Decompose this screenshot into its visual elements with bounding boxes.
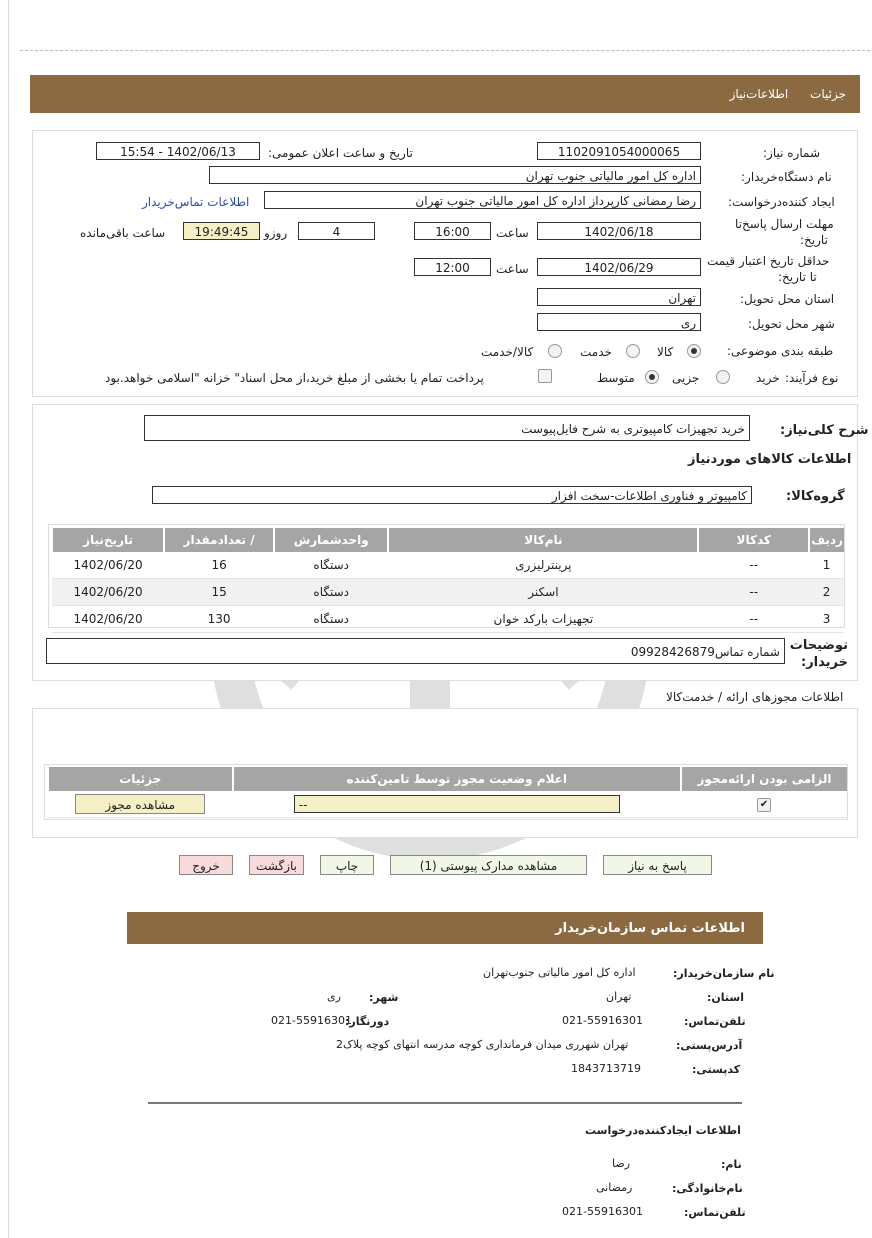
process-minor-label: جزیی [672,371,700,385]
col-name: نام‌کالا [388,528,698,552]
remaining-time-label: ساعت باقی‌مانده [80,226,166,240]
items-table-frame [48,524,845,628]
category-service-label: خدمت [580,345,612,359]
goods-group-field: کامپیوتر و فناوری اطلاعات-سخت افزار [152,486,752,504]
contact-city-value: ری [327,990,341,1003]
exit-button[interactable]: خروج [179,855,233,875]
print-button[interactable]: چاپ [320,855,374,875]
validity-time-label: ساعت [496,262,529,276]
creator-name-value: رضا [612,1157,631,1170]
creator-label: ایجاد کننده‌درخواست: [728,195,835,209]
treasury-payment-note: پرداخت تمام یا بخشی از مبلغ خرید،از محل اسناد" خزانه "اسلامی خواهد.بود [105,371,484,385]
org-label: نام سازمان‌خریدار: [673,967,775,980]
contact-header-bar [127,912,763,944]
summary-label: شرح کلی‌نیاز: [780,423,869,438]
address-value: تهران شهرری میدان فرمانداری کوچه مدرسه انتهای کوچه پلاک2 [336,1038,629,1051]
permit-required-checkbox: ✔ [757,798,771,812]
col-permit-status: اعلام وضعیت مجوز توسط تامین‌کننده [233,767,682,791]
buyer-org-field: اداره کل امور مالیاتی جنوب تهران [209,166,701,184]
permit-status-field: -- [294,795,620,813]
attachments-button[interactable]: مشاهده مدارک پیوستی (1) [390,855,587,875]
days-label: روزو [264,226,288,240]
items-table [51,528,844,633]
buyer-notes-label: توضیحات خریدار: [789,638,848,670]
col-permit-details: جزئیات [48,767,233,791]
contact-province-value: تهران [606,990,632,1003]
process-prefix: خرید [756,371,780,385]
deadline-time-field: 16:00 [414,222,491,240]
table-row: 3 -- تجهیزات بارکد خوان دستگاه 130 1402/06/20 [52,606,844,633]
summary-field: خرید تجهیزات کامپیوتری به شرح فایل‌پیوست [144,415,750,441]
province-field: تهران [537,288,701,306]
col-qty: / تعدادمقدار [164,528,274,552]
announce-date-label: تاریخ و ساعت اعلان عمومی: [268,146,413,160]
contact-province-label: استان: [707,991,744,1004]
col-code: کدکالا [698,528,809,552]
deadline-date-field: 1402/06/18 [537,222,701,240]
contact-city-label: شهر: [369,991,399,1004]
validity-time-field: 12:00 [414,258,491,276]
creator-phone-value: 021-55916301 [562,1205,643,1218]
col-row: ردیف [809,528,844,552]
contact-fax-label: دورنگار: [345,1015,390,1028]
creator-family-label: نام‌خانوادگی: [672,1182,743,1195]
table-row: 2 -- اسکنر دستگاه 15 1402/06/20 [52,579,844,606]
permit-required-cell [681,791,847,818]
table-row: 1 -- پرینترلیزری دستگاه 16 1402/06/20 [52,552,844,579]
page-left-border [8,0,9,1238]
creator-family-value: رمضانی [596,1181,633,1194]
category-label: طبقه بندی موضوعی: [727,344,834,358]
tab-details[interactable]: جزئیات [810,87,846,101]
process-radio-minor[interactable] [716,369,730,384]
back-button[interactable]: بازگشت [249,855,304,875]
remaining-time-field: 19:49:45 [183,222,260,240]
category-goods-label: کالا [657,345,674,359]
creator-phone-label: تلفن‌تماس: [684,1206,746,1219]
goods-info-heading: اطلاعات کالاهای موردنیاز [688,452,852,467]
table-row [48,791,847,818]
announce-date-field: 1402/06/13 - 15:54 [96,142,260,160]
contact-title: اطلاعات تماس سازمان‌خریدار [555,921,745,936]
city-label: شهر محل تحویل: [748,317,835,331]
process-radio-medium[interactable] [645,369,659,384]
reply-button[interactable]: پاسخ به نیاز [603,855,712,875]
need-number-label: شماره نیاز: [763,146,820,160]
city-field: ری [537,313,701,331]
buyer-org-label: نام دستگاه‌خریدار: [741,170,832,184]
process-medium-label: متوسط [597,371,635,385]
creator-name-label: نام: [721,1158,742,1171]
buyer-contact-link[interactable]: اطلاعات تماس‌خریدار [142,195,250,209]
contact-divider [148,1102,742,1104]
col-unit: واحدشمارش [274,528,388,552]
col-permit-required: الزامی بودن ارائه‌مجوز [681,767,847,791]
contact-fax-value: 021-55916301 [271,1014,352,1027]
view-permit-button[interactable]: مشاهده مجوز [75,794,205,814]
need-number-field: 1102091054000065 [537,142,701,160]
header-tabs [712,87,846,101]
permit-status-cell [233,791,682,818]
tab-need-info[interactable]: اطلاعات‌نیاز [729,87,789,101]
permits-title: اطلاعات مجوزهای ارائه / خدمت‌کالا [666,690,844,704]
permits-table [47,767,847,818]
page-header-bar [30,75,860,113]
validity-label-line1: حداقل تاریخ اعتبار قیمت [707,254,830,268]
province-label: استان محل تحویل: [740,292,835,306]
postal-label: کدپستی: [692,1063,741,1076]
treasury-payment-checkbox[interactable] [538,368,552,383]
deadline-label-line1: مهلت ارسال پاسخ‌تا [735,217,834,231]
validity-label-line2: تا تاریخ: [778,270,817,284]
deadline-label-line2: تاریخ: [800,233,828,247]
category-both-label: کالا/خدمت [481,345,534,359]
process-label: نوع فرآیند: [785,371,839,385]
category-radio-service[interactable] [626,343,640,358]
days-remaining-field: 4 [298,222,375,240]
top-divider [20,50,870,51]
permits-table-frame [44,764,848,820]
validity-date-field: 1402/06/29 [537,258,701,276]
deadline-time-label: ساعت [496,226,529,240]
org-value: اداره کل امور مالیاتی جنوب‌تهران [483,966,636,979]
buyer-notes-field: شماره تماس09928426879 [46,638,785,664]
permit-details-cell [48,791,233,818]
address-label: آدرس‌پستی: [676,1039,743,1052]
category-radio-goods[interactable] [687,343,701,358]
contact-phone-value: 021-55916301 [562,1014,643,1027]
creator-field: رضا رمضانی کارپرداز اداره کل امور مالیاتی جنوب تهران [264,191,701,209]
contact-phone-label: تلفن‌تماس: [684,1015,746,1028]
postal-value: 1843713719 [571,1062,641,1075]
col-date: تاریخ‌نیاز [52,528,164,552]
goods-group-label: گروه‌کالا: [786,489,845,504]
creator-info-title: اطلاعات ایجادکننده‌درخواست [585,1124,741,1137]
category-radio-both[interactable] [548,343,562,358]
